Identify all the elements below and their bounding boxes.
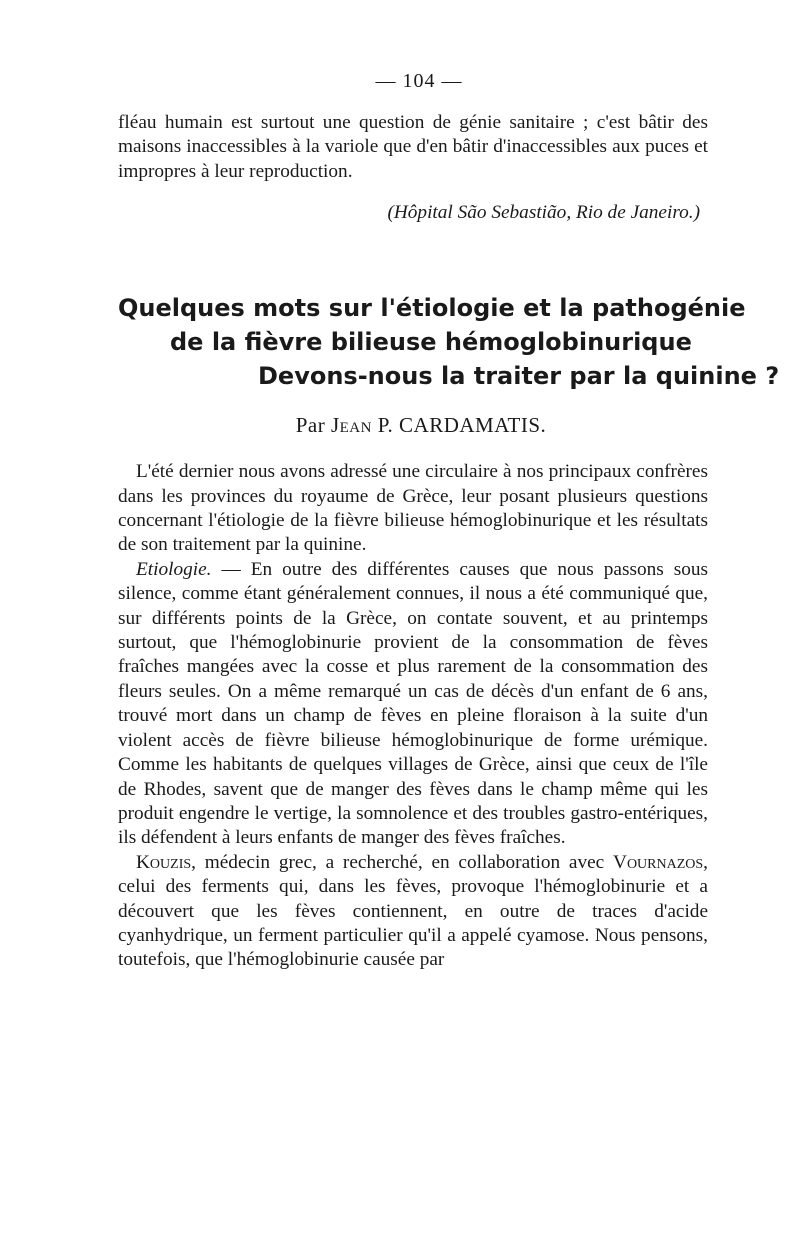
paragraph-3-text-2: , celui des ferments qui, dans les fèves, provoque l'hémoglobinurie et a découvert que les fèves contiennent, en outre de traces d'acide cyanhydrique, un ferment particulier qu'il a appelé cyamose. Nous pensons, toutefois, que l'hémoglobinurie causée par (118, 851, 708, 971)
paragraph-2-text: — En outre des différentes causes que nous passons sous silence, comme étant généralement connues, il nous a été communiqué que, sur différents points de la Grèce, on contate souvent, et au printemps surtout, que l'hémoglobinurie provient de la consommation de fèves fraîches mangées avec la cosse et plus rarement de la consommation des fleurs seules. On a même remarqué un cas de décès d'un enfant de 6 ans, trouvé mort dans un champ de fèves en pleine floraison à la suite d'un violent accès de fièvre bilieuse hémoglobinurique de forme urémique. Comme les habitants de quelques villages de Grèce, ainsi que ceux de l'île de Rhodes, savent que de manger des fèves dans le champ même qui les produit engendre le vertige, la somnolence et des troubles gastro-entériques, ils défendent à leurs enfants de manger des fèves fraîches. (118, 558, 708, 849)
author-first-name: Jean (330, 413, 372, 438)
page-number: — 104 — (375, 70, 463, 92)
author-name: P. CARDAMATIS. (377, 413, 547, 438)
paragraph-1: L'été dernier nous avons adressé une circulaire à nos principaux confrères dans les provinces du royaume de Grèce, leur posant plusieurs questions concernant l'étiologie de la fièvre bilieuse hémoglobinurique et les résultats de son traitement par la quinine. (118, 461, 708, 556)
author-vournazos: Vournazos (613, 851, 704, 873)
paragraph-3 (118, 851, 708, 973)
author-kouzis: Kouzis (136, 851, 192, 873)
paragraph-3-text-1: , médecin grec, a recherché, en collaboration avec (191, 851, 614, 873)
title-line-2: de la fièvre bilieuse hémoglobinurique (170, 328, 692, 357)
paragraph-2 (118, 558, 708, 851)
page (118, 70, 780, 973)
byline-prefix: Par (295, 413, 326, 438)
title-line-1: Quelques mots sur l'étiologie et la pathogénie (118, 294, 746, 323)
byline (118, 413, 708, 438)
article-title (118, 291, 780, 393)
section-label-etiologie: Etiologie. (136, 558, 212, 580)
title-line-3: Devons-nous la traiter par la quinine ? (258, 362, 780, 391)
signature-affiliation: (Hôpital São Sebastião, Rio de Janeiro.) (387, 202, 700, 224)
intro-paragraph: fléau humain est surtout une question de génie sanitaire ; c'est bâtir des maisons inaccessibles à la variole que d'en bâtir d'inaccessibles aux puces et impropres à leur reproduction. (118, 112, 708, 182)
